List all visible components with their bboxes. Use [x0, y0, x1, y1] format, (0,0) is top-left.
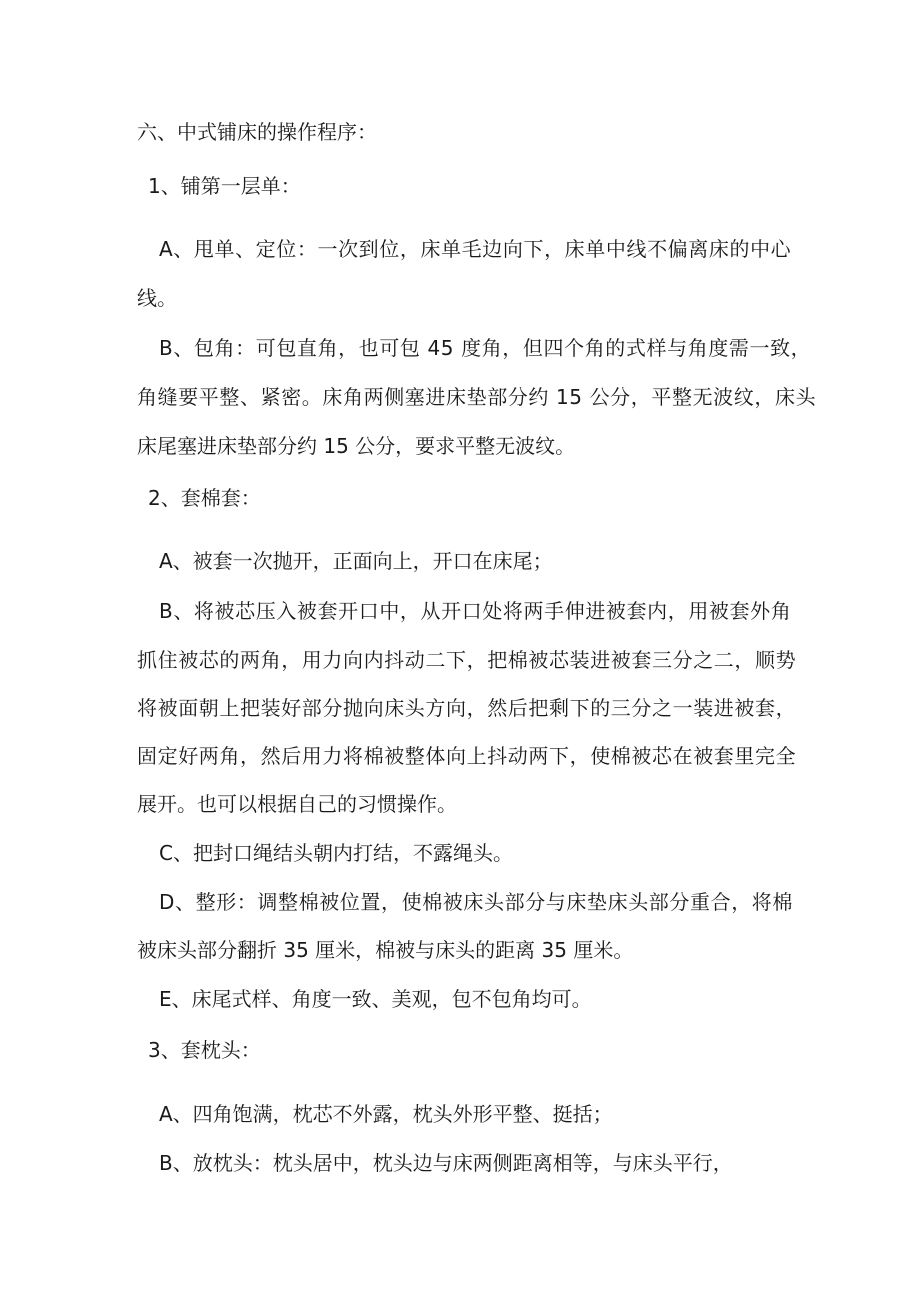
section-2-title: 2、套棉套：	[148, 486, 261, 510]
section-2-item-d-line-2: 被床头部分翻折 35 厘米，棉被与床头的距离 35 厘米。	[137, 938, 634, 962]
section-1-item-b-line-2: 角缝要平整、紧密。床角两侧塞进床垫部分约 15 公分，平整无波纹，床头	[137, 385, 817, 409]
section-2-item-b-line-4: 固定好两角，然后用力将棉被整体向上抖动两下，使棉被芯在被套里完全	[137, 744, 797, 768]
section-2-item-e-line-1: E、床尾式样、角度一致、美观，包不包角均可。	[159, 987, 592, 1011]
section-2-item-b-line-1: B、将被芯压入被套开口中，从开口处将两手伸进被套内，用被套外角	[159, 599, 792, 623]
section-2-item-c-line-1: C、把封口绳结头朝内打结，不露绳头。	[159, 841, 513, 865]
section-2-item-a-line-1: A、被套一次抛开，正面向上，开口在床尾；	[159, 549, 553, 573]
section-2-item-b-line-3: 将被面朝上把装好部分抛向床头方向，然后把剩下的三分之一装进被套，	[137, 696, 797, 720]
section-3-item-a-line-1: A、四角饱满，枕芯不外露，枕头外形平整、挺括；	[159, 1102, 613, 1126]
section-2-item-d-line-1: D、整形：调整棉被位置，使棉被床头部分与床垫床头部分重合，将棉	[159, 890, 793, 914]
document-heading: 六、中式铺床的操作程序：	[137, 120, 377, 144]
section-1-item-a-line-2: 线。	[137, 286, 177, 310]
section-2-item-b-line-2: 抓住被芯的两角，用力向内抖动二下，把棉被芯装进被套三分之二，顺势	[137, 648, 797, 672]
section-1-item-a-line-1: A、甩单、定位：一次到位，床单毛边向下，床单中线不偏离床的中心	[159, 237, 792, 261]
section-1-item-b-line-3: 床尾塞进床垫部分约 15 公分，要求平整无波纹。	[137, 434, 576, 458]
section-2-item-b-line-5: 展开。也可以根据自己的习惯操作。	[137, 792, 457, 816]
section-1-item-b-line-1: B、包角：可包直角，也可包 45 度角，但四个角的式样与角度需一致，	[159, 336, 812, 360]
section-1-title: 1、铺第一层单：	[148, 174, 301, 198]
section-3-title: 3、套枕头：	[148, 1038, 261, 1062]
section-3-item-b-line-1: B、放枕头：枕头居中，枕头边与床两侧距离相等，与床头平行，	[159, 1151, 733, 1175]
